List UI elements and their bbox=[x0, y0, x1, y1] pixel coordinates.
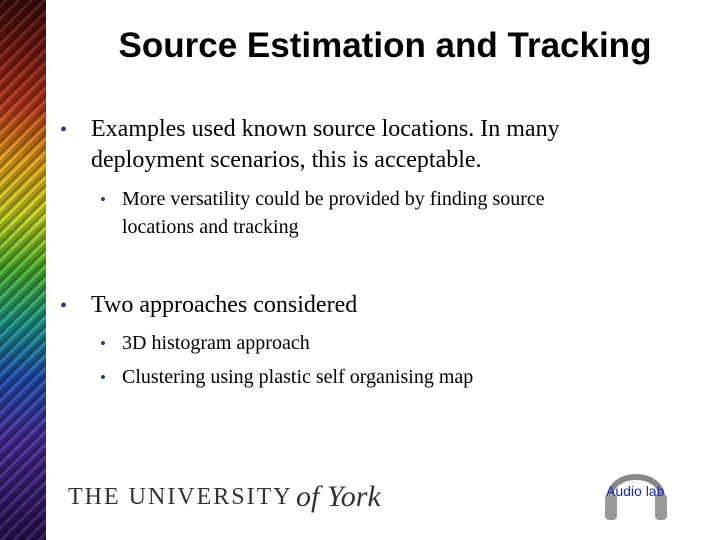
audio-lab-label: Audio lab bbox=[606, 483, 665, 499]
sub-bullet-text: 3D histogram approach bbox=[122, 332, 310, 354]
decorative-stripe-texture bbox=[0, 0, 46, 540]
university-of-york-logo bbox=[68, 470, 398, 520]
sub-bullet-text: Clustering using plastic self organising map bbox=[122, 366, 474, 388]
sub-bullet-text: More versatility could be provided by finding source bbox=[122, 188, 545, 210]
bullet-icon: • bbox=[60, 295, 68, 317]
bullet-text: Two approaches considered bbox=[91, 292, 358, 318]
sub-bullet-icon: • bbox=[100, 368, 106, 387]
logo-text-university: THE UNIVERSITY bbox=[68, 484, 293, 510]
sub-bullet-text-continued: locations and tracking bbox=[122, 216, 299, 238]
sub-bullet-icon: • bbox=[100, 334, 106, 353]
bullet-text-continued: deployment scenarios, this is acceptable. bbox=[91, 147, 482, 173]
logo-text-york: of York bbox=[296, 480, 381, 513]
sub-bullet-icon: • bbox=[100, 190, 106, 209]
bullet-text: Examples used known source locations. In many bbox=[91, 116, 560, 142]
bullet-icon: • bbox=[60, 119, 68, 141]
slide-title: Source Estimation and Tracking bbox=[118, 26, 652, 65]
